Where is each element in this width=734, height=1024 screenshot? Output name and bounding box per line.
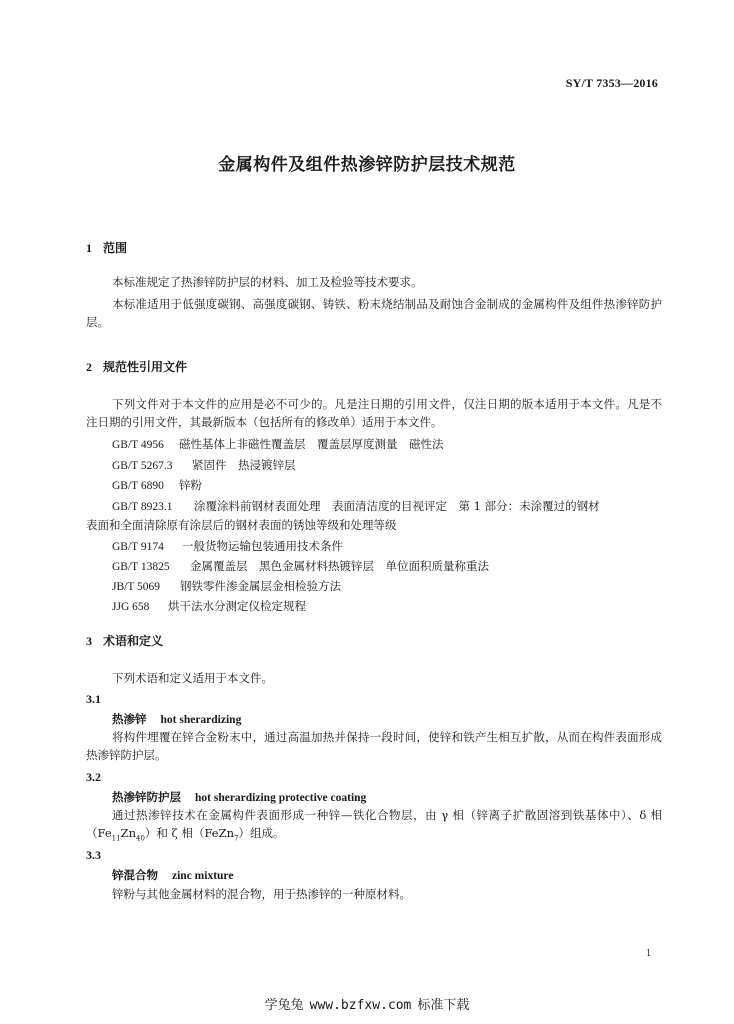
term-number: 3.2 (86, 770, 101, 784)
paragraph: 本标准适用于低强度碳钢、高强度碳钢、铸铁、粉末烧结制品及耐蚀合金制成的金属构件及组件热渗锌防护层。 (86, 297, 662, 329)
footer-url[interactable]: www.bzfxw.com (309, 998, 412, 1013)
term-definition: 通过热渗锌技术在金属构件表面形成一种锌—铁化合物层，由 γ 相（锌离子扩散固溶到铁基体中）、δ 相$(Fe_{11}Zn_{40})$和 ζ 相（FeZn$_7$）组成。 (86, 808, 662, 843)
reference-item (112, 597, 306, 616)
reference-code: GB/T 5267.3 (112, 460, 173, 472)
reference-code: GB/T 4956 (112, 439, 164, 451)
reference-code: GB/T 13825 (112, 561, 170, 573)
reference-item (112, 476, 202, 495)
reference-title: 钢铁零件渗金属层金相检验方法 (180, 579, 341, 593)
standard-number: SY/T 7353—2016 (565, 76, 658, 90)
document-title: 金属构件及组件热渗锌防护层技术规范 (218, 155, 516, 175)
section-title: 范围 (103, 241, 128, 255)
section-1-heading (86, 239, 127, 256)
footer-tagline: 标准下载 (417, 998, 470, 1013)
section-title: 术语和定义 (103, 634, 164, 648)
term-name-en: hot sherardizing protective coating (195, 792, 367, 804)
footer-site-name: 学兔兔 (264, 998, 304, 1013)
reference-title: 磁性基体上非磁性覆盖层 覆盖层厚度测量 磁性法 (179, 437, 444, 451)
reference-item (112, 456, 296, 475)
term-name-en: zinc mixture (172, 870, 234, 882)
reference-code: JB/T 5069 (112, 581, 161, 593)
paragraph: 本标准规定了热渗锌防护层的材料、加工及检验等技术要求。 (112, 275, 423, 289)
page-number: 1 (646, 948, 651, 959)
term-definition: 锌粉与其他金属材料的混合物，用于热渗锌的一种原材料。 (112, 887, 411, 901)
reference-title: 涂覆涂料前钢材表面处理 表面清洁度的目视评定 第 1 部分：未涂覆过的钢材 (194, 499, 600, 513)
reference-continuation: 表面和全面清除原有涂层后的钢材表面的锈蚀等级和处理等级 (86, 518, 397, 532)
reference-code: JJG 658 (112, 601, 150, 613)
term-number: 3.3 (86, 848, 101, 862)
reference-code: GB/T 8923.1 (112, 501, 173, 513)
section-title: 规范性引用文件 (103, 360, 188, 374)
reference-item (112, 497, 600, 516)
section-number: 2 (86, 360, 92, 374)
reference-title: 锌粉 (179, 478, 202, 492)
reference-title: 烘干法水分测定仪检定规程 (168, 599, 306, 613)
reference-title: 一般货物运输包装通用技术条件 (182, 539, 343, 553)
section-number: 3 (86, 634, 92, 648)
reference-item (112, 435, 444, 454)
reference-item (112, 537, 343, 556)
term-definition: 将构件埋覆在锌合金粉末中，通过高温加热并保持一段时间，使锌和铁产生相互扩散，从而在构件表面形成热渗锌防护层。 (86, 730, 662, 762)
reference-code: GB/T 9174 (112, 541, 164, 553)
section-2-heading (86, 358, 187, 375)
paragraph: 下列文件对于本文件的应用是必不可少的。凡是注日期的引用文件，仅注日期的版本适用于本文件。凡是不注日期的引用文件，其最新版本（包括所有的修改单）适用于本文件。 (86, 397, 662, 429)
reference-item (112, 557, 489, 576)
term-name-zh: 热渗锌防护层 (112, 790, 181, 804)
term-number: 3.1 (86, 692, 101, 706)
paragraph: 下列术语和定义适用于本文件。 (112, 671, 273, 685)
section-3-heading (86, 632, 163, 649)
term-name (112, 711, 241, 727)
term-name-zh: 热渗锌 (112, 712, 147, 726)
term-name-en: hot sherardizing (160, 714, 242, 726)
reference-code: GB/T 6890 (112, 480, 164, 492)
term-name (112, 867, 233, 883)
footer-watermark (0, 994, 734, 1013)
section-number: 1 (86, 241, 92, 255)
reference-title: 金属覆盖层 黑色金属材料热镀锌层 单位面积质量称重法 (190, 559, 489, 573)
term-name (112, 789, 366, 805)
term-name-zh: 锌混合物 (112, 868, 158, 882)
reference-item (112, 577, 341, 596)
reference-title: 紧固件 热浸镀锌层 (192, 458, 296, 472)
